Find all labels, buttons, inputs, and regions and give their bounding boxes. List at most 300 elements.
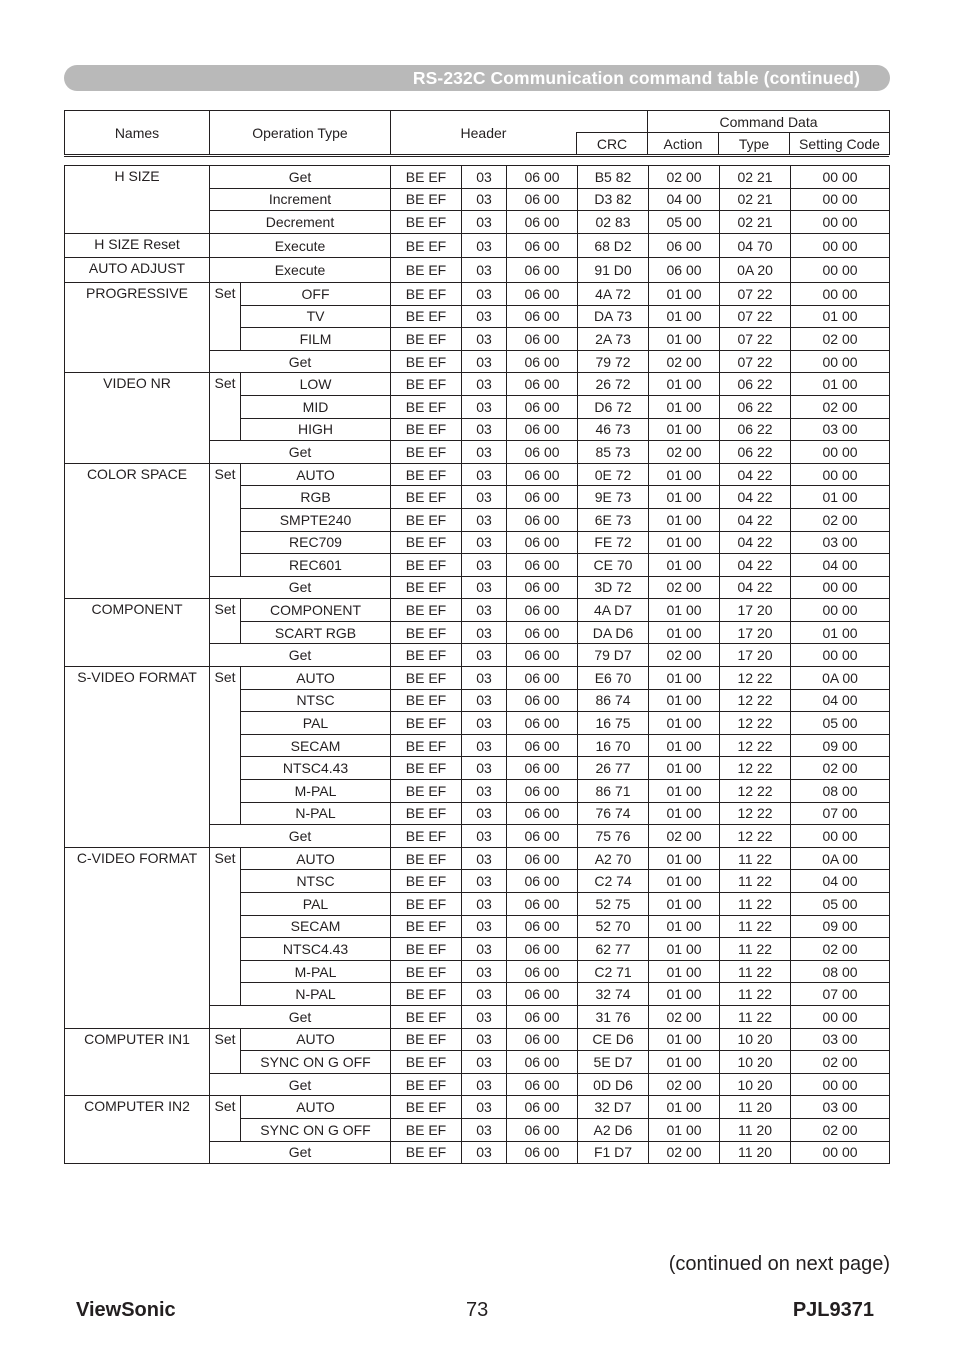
setting-code-value: 00 00 <box>791 258 890 283</box>
header-byte-1: BE EF <box>391 621 462 644</box>
operation: Get <box>210 644 391 667</box>
type-value: 07 22 <box>720 305 791 328</box>
crc-value: 5E D7 <box>578 1051 649 1074</box>
header-byte-1: BE EF <box>391 667 462 690</box>
header-byte-1: BE EF <box>391 1073 462 1096</box>
operation: MID <box>241 395 391 418</box>
action-value: 01 00 <box>649 870 720 893</box>
type-value: 06 22 <box>720 441 791 464</box>
header-byte-3: 06 00 <box>507 1073 578 1096</box>
action-value: 02 00 <box>649 350 720 373</box>
setting-code-value: 00 00 <box>791 350 890 373</box>
header-byte-1: BE EF <box>391 1096 462 1119</box>
table-row <box>65 373 890 396</box>
operation: Execute <box>210 233 391 258</box>
operation: NTSC <box>241 870 391 893</box>
operation: Get <box>210 350 391 373</box>
type-value: 07 22 <box>720 328 791 351</box>
crc-value: CE 70 <box>578 554 649 577</box>
header-crc-spacer <box>577 111 648 133</box>
type-value: 11 22 <box>720 847 791 870</box>
type-value: 17 20 <box>720 599 791 622</box>
type-value: 07 22 <box>720 282 791 305</box>
type-value: 04 22 <box>720 463 791 486</box>
operation: FILM <box>241 328 391 351</box>
header-byte-3: 06 00 <box>507 328 578 351</box>
action-value: 01 00 <box>649 1118 720 1141</box>
crc-value: F1 D7 <box>578 1141 649 1164</box>
setting-code-value: 02 00 <box>791 1051 890 1074</box>
header-byte-3: 06 00 <box>507 915 578 938</box>
header-byte-3: 06 00 <box>507 1141 578 1164</box>
operation: NTSC <box>241 689 391 712</box>
crc-value: 75 76 <box>578 825 649 848</box>
action-value: 01 00 <box>649 689 720 712</box>
header-byte-2: 03 <box>462 712 507 735</box>
crc-value: 4A 72 <box>578 282 649 305</box>
set-label: Set <box>210 1028 241 1073</box>
header-byte-1: BE EF <box>391 282 462 305</box>
header-byte-2: 03 <box>462 667 507 690</box>
header-byte-1: BE EF <box>391 757 462 780</box>
header-command-data: Command Data <box>648 111 890 133</box>
operation: Get <box>210 166 391 189</box>
setting-code-value: 03 00 <box>791 531 890 554</box>
header-byte-1: BE EF <box>391 463 462 486</box>
header-byte-2: 03 <box>462 915 507 938</box>
header-byte-3: 06 00 <box>507 576 578 599</box>
setting-code-value: 00 00 <box>791 825 890 848</box>
operation: AUTO <box>241 847 391 870</box>
crc-value: A2 70 <box>578 847 649 870</box>
type-value: 11 22 <box>720 1005 791 1028</box>
setting-code-value: 08 00 <box>791 780 890 803</box>
header-byte-1: BE EF <box>391 441 462 464</box>
table-row <box>65 1028 890 1051</box>
type-value: 0A 20 <box>720 258 791 283</box>
table-row <box>65 233 890 258</box>
header-byte-3: 06 00 <box>507 395 578 418</box>
header-byte-2: 03 <box>462 282 507 305</box>
row-name: PROGRESSIVE <box>65 282 210 372</box>
header-crc: CRC <box>577 133 648 155</box>
header-byte-1: BE EF <box>391 395 462 418</box>
header-byte-3: 06 00 <box>507 1118 578 1141</box>
setting-code-value: 00 00 <box>791 188 890 211</box>
row-name: COLOR SPACE <box>65 463 210 599</box>
setting-code-value: 01 00 <box>791 305 890 328</box>
setting-code-value: 02 00 <box>791 757 890 780</box>
action-value: 01 00 <box>649 915 720 938</box>
header-byte-3: 06 00 <box>507 166 578 189</box>
action-value: 01 00 <box>649 418 720 441</box>
header-byte-3: 06 00 <box>507 757 578 780</box>
header-byte-1: BE EF <box>391 350 462 373</box>
setting-code-value: 0A 00 <box>791 667 890 690</box>
type-value: 04 22 <box>720 486 791 509</box>
header-byte-2: 03 <box>462 893 507 916</box>
header-operation-type: Operation Type <box>210 111 391 155</box>
setting-code-value: 04 00 <box>791 689 890 712</box>
header-byte-2: 03 <box>462 689 507 712</box>
action-value: 02 00 <box>649 1005 720 1028</box>
header-byte-1: BE EF <box>391 893 462 916</box>
action-value: 01 00 <box>649 508 720 531</box>
action-value: 01 00 <box>649 757 720 780</box>
header-byte-3: 06 00 <box>507 1028 578 1051</box>
header-separator <box>64 156 889 157</box>
type-value: 06 22 <box>720 373 791 396</box>
type-value: 04 22 <box>720 531 791 554</box>
header-byte-3: 06 00 <box>507 1051 578 1074</box>
setting-code-value: 02 00 <box>791 938 890 961</box>
table-row <box>65 847 890 870</box>
type-value: 11 22 <box>720 870 791 893</box>
header-byte-3: 06 00 <box>507 734 578 757</box>
header-byte-3: 06 00 <box>507 983 578 1006</box>
header-byte-1: BE EF <box>391 418 462 441</box>
operation: COMPONENT <box>241 599 391 622</box>
type-value: 04 22 <box>720 508 791 531</box>
row-name: COMPUTER IN1 <box>65 1028 210 1096</box>
type-value: 02 21 <box>720 211 791 234</box>
header-byte-1: BE EF <box>391 644 462 667</box>
action-value: 05 00 <box>649 211 720 234</box>
setting-code-value: 02 00 <box>791 1118 890 1141</box>
header-byte-3: 06 00 <box>507 938 578 961</box>
type-value: 12 22 <box>720 734 791 757</box>
type-value: 11 22 <box>720 983 791 1006</box>
setting-code-value: 00 00 <box>791 441 890 464</box>
header-byte-2: 03 <box>462 870 507 893</box>
operation: NTSC4.43 <box>241 757 391 780</box>
operation: SYNC ON G OFF <box>241 1051 391 1074</box>
header-byte-2: 03 <box>462 1028 507 1051</box>
header-byte-1: BE EF <box>391 802 462 825</box>
crc-value: 16 75 <box>578 712 649 735</box>
header-byte-1: BE EF <box>391 960 462 983</box>
operation: HIGH <box>241 418 391 441</box>
operation: AUTO <box>241 1028 391 1051</box>
action-value: 01 00 <box>649 599 720 622</box>
action-value: 01 00 <box>649 780 720 803</box>
type-value: 02 21 <box>720 188 791 211</box>
setting-code-value: 02 00 <box>791 395 890 418</box>
header-byte-2: 03 <box>462 305 507 328</box>
type-value: 11 20 <box>720 1118 791 1141</box>
set-label: Set <box>210 373 241 441</box>
operation: N-PAL <box>241 802 391 825</box>
header-byte-1: BE EF <box>391 915 462 938</box>
header-byte-1: BE EF <box>391 689 462 712</box>
setting-code-value: 00 00 <box>791 576 890 599</box>
crc-value: 26 77 <box>578 757 649 780</box>
operation: PAL <box>241 712 391 735</box>
crc-value: 91 D0 <box>578 258 649 283</box>
row-name: COMPUTER IN2 <box>65 1096 210 1164</box>
action-value: 01 00 <box>649 1028 720 1051</box>
header-byte-3: 06 00 <box>507 350 578 373</box>
header-byte-1: BE EF <box>391 1028 462 1051</box>
crc-value: E6 70 <box>578 667 649 690</box>
type-value: 11 20 <box>720 1141 791 1164</box>
operation: SMPTE240 <box>241 508 391 531</box>
row-name: C-VIDEO FORMAT <box>65 847 210 1028</box>
header-byte-2: 03 <box>462 780 507 803</box>
type-value: 12 22 <box>720 667 791 690</box>
header-byte-1: BE EF <box>391 599 462 622</box>
header-byte-2: 03 <box>462 418 507 441</box>
header-byte-2: 03 <box>462 621 507 644</box>
crc-value: 85 73 <box>578 441 649 464</box>
setting-code-value: 08 00 <box>791 960 890 983</box>
crc-value: 32 74 <box>578 983 649 1006</box>
header-byte-1: BE EF <box>391 211 462 234</box>
crc-value: 4A D7 <box>578 599 649 622</box>
header-byte-1: BE EF <box>391 576 462 599</box>
action-value: 01 00 <box>649 802 720 825</box>
crc-value: 02 83 <box>578 211 649 234</box>
type-value: 17 20 <box>720 621 791 644</box>
action-value: 01 00 <box>649 712 720 735</box>
header-byte-2: 03 <box>462 644 507 667</box>
action-value: 01 00 <box>649 893 720 916</box>
table-row <box>65 258 890 283</box>
type-value: 06 22 <box>720 418 791 441</box>
operation: N-PAL <box>241 983 391 1006</box>
crc-value: DA D6 <box>578 621 649 644</box>
crc-value: 32 D7 <box>578 1096 649 1119</box>
setting-code-value: 01 00 <box>791 373 890 396</box>
header-byte-1: BE EF <box>391 166 462 189</box>
setting-code-value: 02 00 <box>791 328 890 351</box>
header-byte-1: BE EF <box>391 825 462 848</box>
type-value: 12 22 <box>720 802 791 825</box>
header-byte-1: BE EF <box>391 847 462 870</box>
operation: SYNC ON G OFF <box>241 1118 391 1141</box>
header-action: Action <box>648 133 719 155</box>
action-value: 01 00 <box>649 847 720 870</box>
header-byte-2: 03 <box>462 373 507 396</box>
table-row <box>65 463 890 486</box>
action-value: 01 00 <box>649 395 720 418</box>
header-byte-1: BE EF <box>391 734 462 757</box>
crc-value: 62 77 <box>578 938 649 961</box>
operation: Get <box>210 1073 391 1096</box>
header-byte-3: 06 00 <box>507 689 578 712</box>
operation: SCART RGB <box>241 621 391 644</box>
action-value: 02 00 <box>649 166 720 189</box>
continued-note: (continued on next page) <box>668 1253 890 1275</box>
header-byte-2: 03 <box>462 188 507 211</box>
action-value: 02 00 <box>649 441 720 464</box>
header-byte-3: 06 00 <box>507 644 578 667</box>
crc-value: FE 72 <box>578 531 649 554</box>
crc-value: 0D D6 <box>578 1073 649 1096</box>
crc-value: D6 72 <box>578 395 649 418</box>
action-value: 01 00 <box>649 938 720 961</box>
action-value: 02 00 <box>649 1141 720 1164</box>
set-label: Set <box>210 667 241 825</box>
type-value: 17 20 <box>720 644 791 667</box>
operation: Get <box>210 576 391 599</box>
table-row <box>65 599 890 622</box>
setting-code-value: 01 00 <box>791 621 890 644</box>
header-byte-3: 06 00 <box>507 305 578 328</box>
action-value: 06 00 <box>649 258 720 283</box>
operation: SECAM <box>241 915 391 938</box>
operation: AUTO <box>241 463 391 486</box>
header-byte-2: 03 <box>462 508 507 531</box>
operation: PAL <box>241 893 391 916</box>
section-title-banner <box>64 65 890 91</box>
crc-value: 46 73 <box>578 418 649 441</box>
header-byte-3: 06 00 <box>507 960 578 983</box>
header-byte-3: 06 00 <box>507 486 578 509</box>
model-name: PJL9371 <box>792 1299 874 1321</box>
setting-code-value: 03 00 <box>791 418 890 441</box>
crc-value: 86 71 <box>578 780 649 803</box>
row-name: H SIZE <box>65 166 210 234</box>
header-byte-2: 03 <box>462 1141 507 1164</box>
type-value: 04 22 <box>720 576 791 599</box>
operation: Increment <box>210 188 391 211</box>
header-byte-3: 06 00 <box>507 1096 578 1119</box>
operation: Execute <box>210 258 391 283</box>
operation: AUTO <box>241 1096 391 1119</box>
operation: M-PAL <box>241 780 391 803</box>
setting-code-value: 00 00 <box>791 1073 890 1096</box>
page-number: 73 <box>466 1299 489 1321</box>
header-byte-2: 03 <box>462 350 507 373</box>
crc-value: 0E 72 <box>578 463 649 486</box>
setting-code-value: 00 00 <box>791 599 890 622</box>
crc-value: 2A 73 <box>578 328 649 351</box>
header-byte-3: 06 00 <box>507 847 578 870</box>
type-value: 11 22 <box>720 893 791 916</box>
operation: AUTO <box>241 667 391 690</box>
type-value: 12 22 <box>720 689 791 712</box>
header-byte-3: 06 00 <box>507 233 578 258</box>
set-label: Set <box>210 282 241 350</box>
crc-value: CE D6 <box>578 1028 649 1051</box>
crc-value: 86 74 <box>578 689 649 712</box>
crc-value: D3 82 <box>578 188 649 211</box>
header-header: Header <box>391 111 577 155</box>
header-byte-1: BE EF <box>391 305 462 328</box>
crc-value: 26 72 <box>578 373 649 396</box>
setting-code-value: 00 00 <box>791 233 890 258</box>
operation: LOW <box>241 373 391 396</box>
header-byte-3: 06 00 <box>507 825 578 848</box>
header-byte-1: BE EF <box>391 983 462 1006</box>
type-value: 12 22 <box>720 712 791 735</box>
action-value: 01 00 <box>649 463 720 486</box>
header-byte-2: 03 <box>462 554 507 577</box>
action-value: 01 00 <box>649 734 720 757</box>
crc-value: 76 74 <box>578 802 649 825</box>
crc-value: 3D 72 <box>578 576 649 599</box>
header-byte-1: BE EF <box>391 938 462 961</box>
type-value: 12 22 <box>720 825 791 848</box>
setting-code-value: 00 00 <box>791 166 890 189</box>
setting-code-value: 05 00 <box>791 712 890 735</box>
header-byte-2: 03 <box>462 166 507 189</box>
table-row <box>65 166 890 189</box>
setting-code-value: 0A 00 <box>791 847 890 870</box>
setting-code-value: 03 00 <box>791 1028 890 1051</box>
action-value: 01 00 <box>649 1051 720 1074</box>
set-label: Set <box>210 1096 241 1141</box>
header-byte-2: 03 <box>462 825 507 848</box>
header-byte-1: BE EF <box>391 1141 462 1164</box>
type-value: 10 20 <box>720 1051 791 1074</box>
setting-code-value: 02 00 <box>791 508 890 531</box>
set-label: Set <box>210 847 241 1005</box>
action-value: 01 00 <box>649 983 720 1006</box>
header-byte-1: BE EF <box>391 486 462 509</box>
action-value: 01 00 <box>649 531 720 554</box>
action-value: 01 00 <box>649 1096 720 1119</box>
type-value: 11 22 <box>720 938 791 961</box>
operation: M-PAL <box>241 960 391 983</box>
header-setting-code: Setting Code <box>790 133 890 155</box>
header-byte-2: 03 <box>462 757 507 780</box>
type-value: 11 22 <box>720 915 791 938</box>
header-byte-3: 06 00 <box>507 667 578 690</box>
command-table-header <box>64 110 890 155</box>
operation: Get <box>210 825 391 848</box>
action-value: 01 00 <box>649 328 720 351</box>
header-byte-3: 06 00 <box>507 463 578 486</box>
header-byte-2: 03 <box>462 211 507 234</box>
action-value: 01 00 <box>649 667 720 690</box>
setting-code-value: 00 00 <box>791 282 890 305</box>
header-byte-3: 06 00 <box>507 531 578 554</box>
header-byte-3: 06 00 <box>507 554 578 577</box>
crc-value: 79 D7 <box>578 644 649 667</box>
setting-code-value: 03 00 <box>791 1096 890 1119</box>
type-value: 04 22 <box>720 554 791 577</box>
row-name: COMPONENT <box>65 599 210 667</box>
header-byte-3: 06 00 <box>507 282 578 305</box>
header-byte-3: 06 00 <box>507 441 578 464</box>
setting-code-value: 04 00 <box>791 870 890 893</box>
type-value: 12 22 <box>720 757 791 780</box>
crc-value: 9E 73 <box>578 486 649 509</box>
header-byte-1: BE EF <box>391 233 462 258</box>
header-type: Type <box>719 133 790 155</box>
header-byte-3: 06 00 <box>507 621 578 644</box>
action-value: 01 00 <box>649 282 720 305</box>
operation: Get <box>210 1005 391 1028</box>
type-value: 11 20 <box>720 1096 791 1119</box>
crc-value: C2 71 <box>578 960 649 983</box>
header-byte-2: 03 <box>462 802 507 825</box>
crc-value: B5 82 <box>578 166 649 189</box>
header-byte-3: 06 00 <box>507 599 578 622</box>
header-byte-2: 03 <box>462 1096 507 1119</box>
header-byte-2: 03 <box>462 983 507 1006</box>
header-byte-2: 03 <box>462 395 507 418</box>
crc-value: DA 73 <box>578 305 649 328</box>
operation: NTSC4.43 <box>241 938 391 961</box>
header-byte-1: BE EF <box>391 328 462 351</box>
action-value: 02 00 <box>649 644 720 667</box>
header-byte-1: BE EF <box>391 508 462 531</box>
header-byte-3: 06 00 <box>507 802 578 825</box>
operation: REC601 <box>241 554 391 577</box>
